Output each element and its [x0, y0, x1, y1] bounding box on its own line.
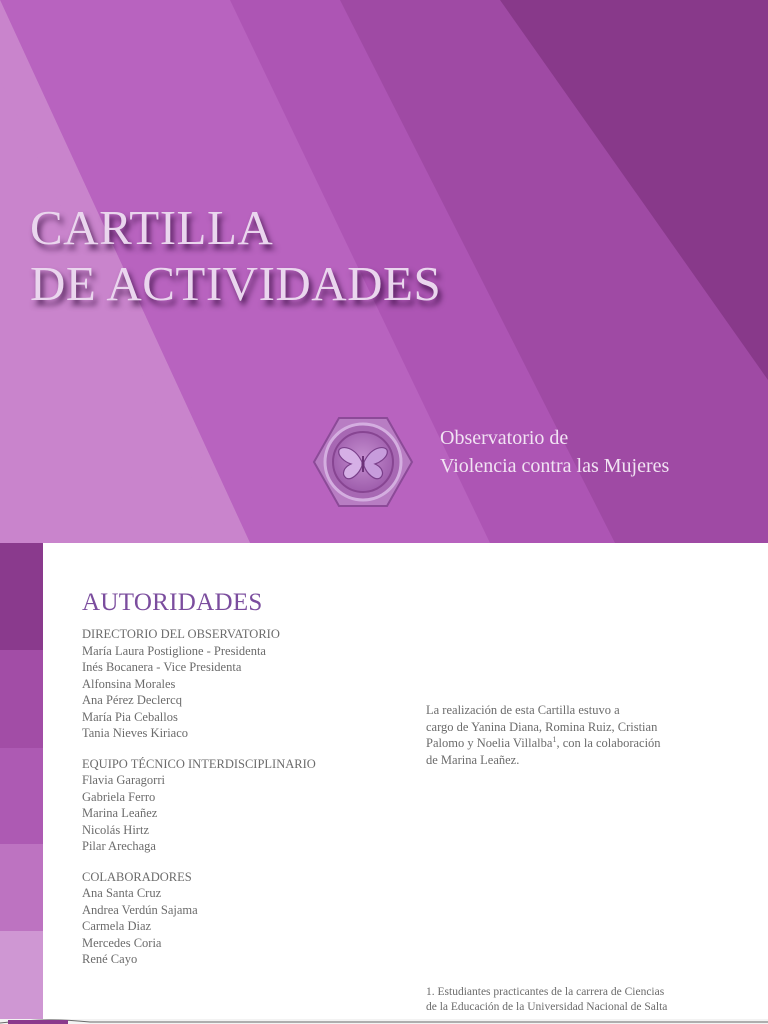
member-name: Ana Santa Cruz [82, 886, 162, 900]
authority-section [82, 626, 412, 742]
side-color-strips [0, 543, 43, 1024]
credits-line-3-tail: , con la colaboración [556, 736, 661, 750]
credits-line-3-text: Palomo y Noelia Villalba [426, 736, 553, 750]
member-name: Andrea Verdún Sajama [82, 902, 198, 917]
organization-name [440, 424, 669, 480]
member-name: Carmela Diaz [82, 919, 152, 933]
section-title: COLABORADORES [82, 869, 192, 884]
organization-name-line-2: Violencia contra las Mujeres [440, 455, 670, 477]
section-title: DIRECTORIO DEL OBSERVATORIO [82, 627, 280, 641]
organization-name-line-1: Observatorio de [440, 427, 569, 449]
member-name: Nicolás Hirtz [82, 822, 149, 837]
side-strip-1 [0, 543, 43, 650]
credits-line-4: de Marina Leañez. [426, 752, 520, 767]
section-title: EQUIPO TÉCNICO INTERDISCIPLINARIO [82, 756, 316, 771]
bottom-edge-rule [0, 1019, 768, 1024]
credits-paragraph [426, 702, 716, 768]
butterfly-hexagon-icon [309, 412, 417, 512]
authorities-heading: AUTORIDADES [82, 589, 263, 616]
authorities-block [82, 586, 412, 982]
side-strip-5 [0, 931, 43, 1024]
authorities-sections [82, 626, 412, 968]
footnote-line-2: de la Educación de la Universidad Nacional de Salta [426, 1001, 668, 1013]
authority-section [82, 756, 412, 855]
footnote-line-1: 1. Estudiantes practicantes de la carrera de Ciencias [426, 986, 665, 998]
member-name: Mercedes Coria [82, 935, 162, 950]
authority-section [82, 869, 412, 968]
member-name: Pilar Arechaga [82, 839, 156, 853]
member-name: María Laura Postiglione - Presidenta [82, 643, 266, 658]
member-name: René Cayo [82, 952, 138, 966]
credits-line-1: La realización de esta Cartilla estuvo a [426, 703, 620, 717]
member-name: Marina Leañez [82, 806, 158, 820]
side-strip-2 [0, 650, 43, 748]
footnote [426, 985, 726, 1015]
credits-line-3 [426, 735, 716, 752]
member-name: Alfonsina Morales [82, 676, 176, 691]
member-name: Flavia Garagorri [82, 773, 165, 787]
member-name: Tania Nieves Kiriaco [82, 726, 189, 740]
cover-title-line-1: CARTILLA [30, 200, 274, 255]
member-name: Gabriela Ferro [82, 789, 156, 804]
credits-line-2: cargo de Yanina Diana, Romina Ruiz, Cristian [426, 719, 658, 734]
cover-title [30, 200, 441, 312]
side-strip-4 [0, 844, 43, 931]
member-name: María Pia Ceballos [82, 709, 178, 724]
member-name: Inés Bocanera - Vice Presidenta [82, 660, 242, 674]
member-name: Ana Pérez Declercq [82, 693, 182, 707]
footnote-marker: 1 [552, 734, 557, 744]
cover-title-line-2: DE ACTIVIDADES [30, 256, 442, 311]
side-strip-3 [0, 748, 43, 844]
